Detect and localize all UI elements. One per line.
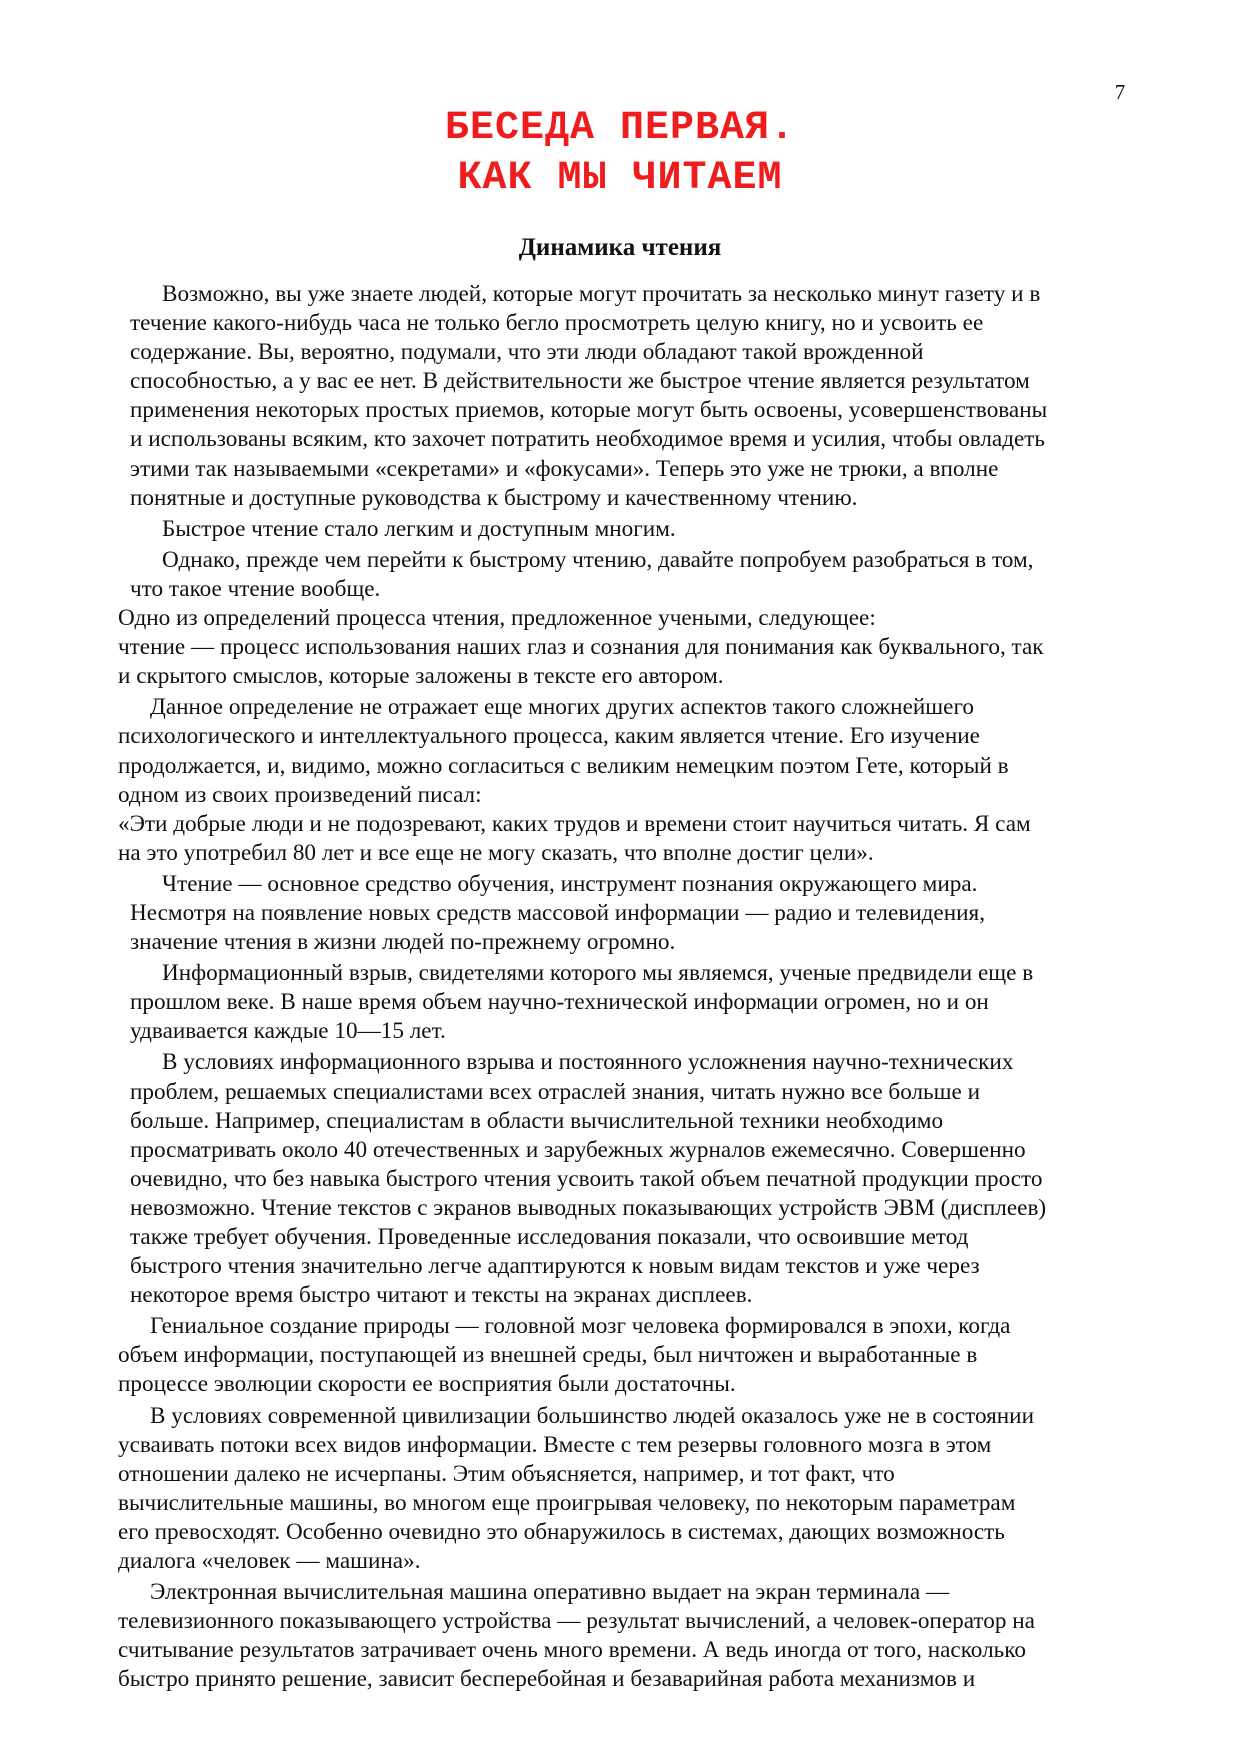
text-line: Электронная вычислительная машина оперативно выдает на экран терминала — bbox=[150, 1579, 950, 1606]
section-title: Динамика чтения bbox=[518, 234, 722, 261]
text-line: Данное определение не отражает еще многих других аспектов такого сложнейшего bbox=[150, 694, 974, 721]
text-line: проблем, решаемых специалистами всех отраслей знания, читать нужно все больше и bbox=[130, 1078, 980, 1105]
text-line: его превосходят. Особенно очевидно это обнаружилось в системах, дающих возможность bbox=[118, 1518, 1005, 1545]
text-line: прошлом веке. В наше время объем научно-технической информации огромен, но и он bbox=[130, 989, 989, 1016]
text-line: значение чтения в жизни людей по-прежнему огромно. bbox=[130, 929, 676, 956]
text-line: психологического и интеллектуального процесса, каким является чтение. Его изучение bbox=[118, 723, 980, 750]
text-line: применения некоторых простых приемов, которые могут быть освоены, усовершенствованы bbox=[130, 397, 1048, 424]
chapter-title-line-2: КАК МЫ ЧИТАЕМ bbox=[457, 156, 783, 201]
text-line: невозможно. Чтение текстов с экранов выводных показывающих устройств ЭВМ (дисплеев) bbox=[130, 1194, 1047, 1221]
text-line: Гениальное создание природы — головной мозг человека формировался в эпохи, когда bbox=[150, 1313, 1011, 1340]
chapter-title bbox=[0, 104, 1240, 204]
text-line: что такое чтение вообще. bbox=[130, 575, 381, 602]
text-line: течение какого-нибудь часа не только бегло просмотреть целую книгу, но и усвоить ее bbox=[130, 310, 984, 337]
text-line: объем информации, поступающей из внешней среды, был ничтожен и выработанные в bbox=[118, 1342, 978, 1369]
text-line: телевизионного показывающего устройства — результат вычислений, а человек-оператор на bbox=[118, 1608, 1035, 1635]
text-line: Быстрое чтение стало легким и доступным многим. bbox=[162, 515, 676, 542]
text-line: понятные и доступные руководства к быстрому и качественному чтению. bbox=[130, 484, 858, 511]
text-line: и скрытого смыслов, которые заложены в тексте его автором. bbox=[118, 663, 724, 690]
text-line: и использованы всяким, кто захочет потратить необходимое время и усилия, чтобы овладеть bbox=[130, 426, 1046, 453]
text-line: на это употребил 80 лет и все еще не могу сказать, что вполне достиг цели». bbox=[118, 839, 874, 866]
text-line: отношении далеко не исчерпаны. Этим объясняется, например, и тот факт, что bbox=[118, 1460, 895, 1487]
text-line: этими так называемыми «секретами» и «фокусами». Теперь это уже не трюки, а вполне bbox=[130, 455, 999, 482]
text-line: больше. Например, специалистам в области вычислительной техники необходимо bbox=[130, 1107, 944, 1134]
text-line: одном из своих произведений писал: bbox=[118, 781, 482, 808]
text-line: некоторое время быстро читают и тексты на экранах дисплеев. bbox=[130, 1282, 753, 1309]
text-line: усваивать потоки всех видов информации. Вместе с тем резервы головного мозга в этом bbox=[118, 1431, 992, 1458]
text-line: просматривать около 40 отечественных и зарубежных журналов ежемесячно. Совершенно bbox=[130, 1136, 1026, 1163]
text-line: «Эти добрые люди и не подозревают, каких трудов и времени стоит научиться читать. Я сам bbox=[118, 810, 1031, 837]
body-text bbox=[118, 280, 1148, 1695]
text-line: способностью, а у вас ее нет. В действительности же быстрое чтение является результатом bbox=[130, 368, 1030, 395]
text-line: диалога «человек — машина». bbox=[118, 1548, 421, 1575]
text-line: быстро принято решение, зависит бесперебойная и безаварийная работа механизмов и bbox=[118, 1666, 976, 1693]
page-number: 7 bbox=[1114, 80, 1126, 104]
text-line: Информационный взрыв, свидетелями которого мы являемся, ученые предвидели еще в bbox=[162, 960, 1034, 987]
text-line: Одно из определений процесса чтения, предложенное учеными, следующее: bbox=[118, 605, 876, 632]
text-line: также требует обучения. Проведенные исследования показали, что освоившие метод bbox=[130, 1224, 969, 1250]
text-line: чтение — процесс использования наших глаз и сознания для понимания как буквального, так bbox=[118, 634, 1044, 661]
text-line: Чтение — основное средство обучения, инструмент познания окружающего мира. bbox=[162, 870, 978, 897]
text-line: вычислительные машины, во многом еще проигрывая человеку, по некоторым параметрам bbox=[118, 1489, 1016, 1516]
text-line: содержание. Вы, вероятно, подумали, что эти люди обладают такой врожденной bbox=[130, 339, 924, 366]
chapter-title-line-1: БЕСЕДА ПЕРВАЯ. bbox=[444, 106, 796, 151]
text-line: удваивается каждые 10—15 лет. bbox=[130, 1018, 446, 1045]
text-line: В условиях современной цивилизации большинство людей оказалось уже не в состоянии bbox=[150, 1402, 1034, 1429]
text-line: процессе эволюции скорости ее восприятия были достаточны. bbox=[118, 1371, 736, 1398]
text-line: быстрого чтения значительно легче адаптируются к новым видам текстов и уже через bbox=[130, 1253, 980, 1280]
text-line: В условиях информационного взрыва и постоянного усложнения научно-технических bbox=[162, 1049, 1014, 1076]
text-line: считывание результатов затрачивает очень много времени. А ведь иногда от того, насколько bbox=[118, 1637, 1026, 1664]
text-line: Возможно, вы уже знаете людей, которые могут прочитать за несколько минут газету и в bbox=[162, 281, 1041, 307]
text-line: очевидно, что без навыка быстрого чтения усвоить такой объем печатной продукции просто bbox=[130, 1165, 1043, 1192]
text-line: продолжается, и, видимо, можно согласиться с великим немецким поэтом Гете, который в bbox=[118, 752, 1009, 779]
text-line: Однако, прежде чем перейти к быстрому чтению, давайте попробуем разобраться в том, bbox=[162, 546, 1034, 573]
text-line: Несмотря на появление новых средств массовой информации — радио и телевидения, bbox=[130, 899, 986, 926]
